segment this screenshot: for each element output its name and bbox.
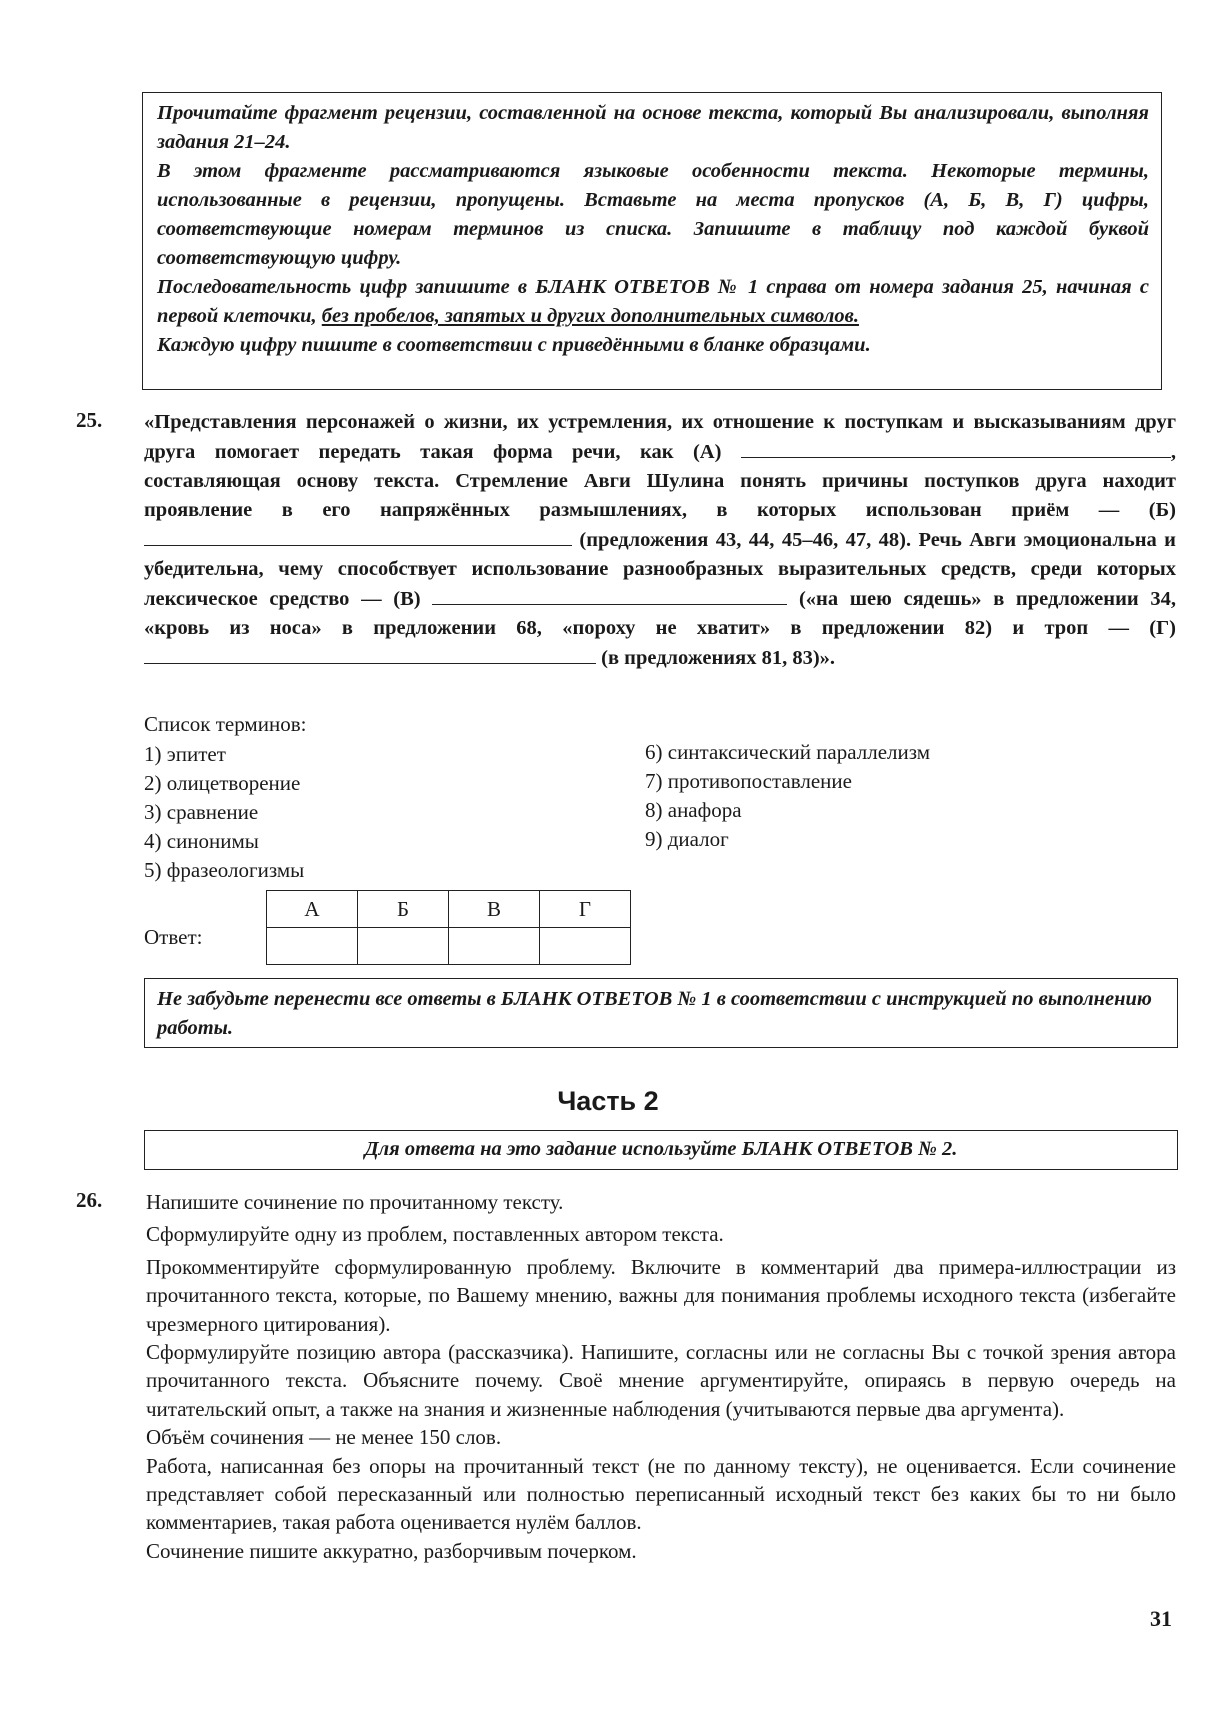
blank-v[interactable] <box>432 584 787 605</box>
answer-header-b: Б <box>358 891 449 928</box>
blank-g[interactable] <box>144 643 596 664</box>
task-25-part-3: (предложения 43, 44, 45–46, 47, 48). Речь Авги эмоциональна и убедительна, чему способствует использование разнообразных выразительных средств, среди которых лексическое средство — (В) <box>144 529 1176 610</box>
blank-a[interactable] <box>741 437 1171 458</box>
answer-form-note: Для ответа на это задание используйте БЛАНК ОТВЕТОВ № 2. <box>144 1130 1178 1170</box>
reminder-box: Не забудьте перенести все ответы в БЛАНК ОТВЕТОВ № 1 в соответствии с инструкцией по выполнению работы. <box>144 978 1178 1048</box>
answer-label: Ответ: <box>144 925 203 949</box>
task-26-p3: Прокомментируйте сформулированную проблему. Включите в комментарий два примера-иллюстрации из прочитанного текста, которые, по Вашему мнению, важны для понимания проблемы исходного текста (избегайте чрезмерного цитирования). <box>146 1254 1176 1336</box>
task-25-part-5: (в предложениях 81, 83)». <box>601 647 836 669</box>
answer-header-v: В <box>449 891 540 928</box>
answer-cell-b[interactable] <box>358 928 449 965</box>
task-25-part-1: «Представления персонажей о жизни, их устремления, их отношение к поступкам и высказываниям друг друга помогает передать такая форма речи, как (А) <box>144 411 1176 463</box>
term-item: 9) диалог <box>645 827 729 851</box>
task-26-text <box>146 1188 1176 1565</box>
answer-cell-a[interactable] <box>267 928 358 965</box>
task-26-p5: Объём сочинения — не менее 150 слов. <box>146 1425 502 1450</box>
page-number: 31 <box>1150 1606 1172 1631</box>
term-item: 3) сравнение <box>144 800 259 824</box>
term-item: 4) синонимы <box>144 829 259 853</box>
answer-cell-g[interactable] <box>540 928 631 965</box>
instruction-line-3-start: Последовательность цифр запишите в БЛАНК ОТВЕТОВ № 1 справа от номера задания 25, начиная с первой клеточки, <box>157 276 1149 327</box>
answer-header-g: Г <box>540 891 631 928</box>
part-2-title: Часть 2 <box>557 1086 659 1116</box>
task-25-part-4: («на шею сядешь» в предложении 34, «кровь из носа» в предложении 68, «пороху не хватит» в предложении 82) и троп — (Г) <box>144 588 1177 639</box>
instruction-line-2: В этом фрагменте рассматриваются языковые особенности текста. Некоторые термины, использованные в рецензии, пропущены. Вставьте на места пропусков (А, Б, В, Г) цифры, соответствующие номерам терминов из списка. Запишите в таблицу под каждой буквой соответствующую цифру. <box>157 160 1149 269</box>
answer-cell-v[interactable] <box>449 928 540 965</box>
task-25-text <box>144 408 1176 673</box>
instruction-line-4: Каждую цифру пишите в соответствии с приведёнными в бланке образцами. <box>157 334 871 356</box>
task-26-p6: Работа, написанная без опоры на прочитанный текст (не по данному тексту), не оценивается. Если сочинение представляет собой пересказанный или полностью переписанный исходный текст без каких бы то ни было комментариев, такая работа оценивается нулём баллов. <box>146 1453 1176 1535</box>
terms-list-right <box>645 738 930 854</box>
blank-b[interactable] <box>144 525 572 546</box>
term-item: 6) синтаксический параллелизм <box>645 740 931 764</box>
task-26-p2: Сформулируйте одну из проблем, поставленных автором текста. <box>146 1222 724 1247</box>
terms-title: Список терминов: <box>144 712 307 736</box>
term-item: 2) олицетворение <box>144 771 301 795</box>
task-25-number: 25. <box>76 408 103 432</box>
answer-header-a: А <box>267 891 358 928</box>
task-25-part-2: , составляющая основу текста. Стремление Авги Шулина понять причины поступков друга находит проявление в его напряжённых размышлениях, в которых использован приём — (Б) <box>144 441 1177 521</box>
instruction-box <box>142 92 1162 390</box>
answer-table <box>266 890 631 965</box>
task-26-p4: Сформулируйте позицию автора (рассказчика). Напишите, согласны или не согласны Вы с точкой зрения автора прочитанного текста. Объясните почему. Своё мнение аргументируйте, опираясь в первую очередь на читательский опыт, а также на знания и жизненные наблюдения (учитываются первые два аргумента). <box>146 1340 1176 1421</box>
instruction-line-1: Прочитайте фрагмент рецензии, составленной на основе текста, который Вы анализировали, выполняя задания 21–24. <box>157 102 1149 153</box>
term-item: 8) анафора <box>645 798 742 822</box>
term-item: 5) фразеологизмы <box>144 858 305 882</box>
terms-list-left <box>144 740 304 885</box>
term-item: 7) противопоставление <box>645 769 852 793</box>
task-26-number: 26. <box>76 1188 103 1212</box>
instruction-line-3 <box>157 273 1149 331</box>
term-item: 1) эпитет <box>144 742 226 766</box>
task-26-p7: Сочинение пишите аккуратно, разборчивым почерком. <box>146 1538 637 1563</box>
task-26-p1: Напишите сочинение по прочитанному тексту. <box>146 1190 564 1214</box>
instruction-line-3-underlined: без пробелов, запятых и других дополнительных символов. <box>321 305 859 327</box>
